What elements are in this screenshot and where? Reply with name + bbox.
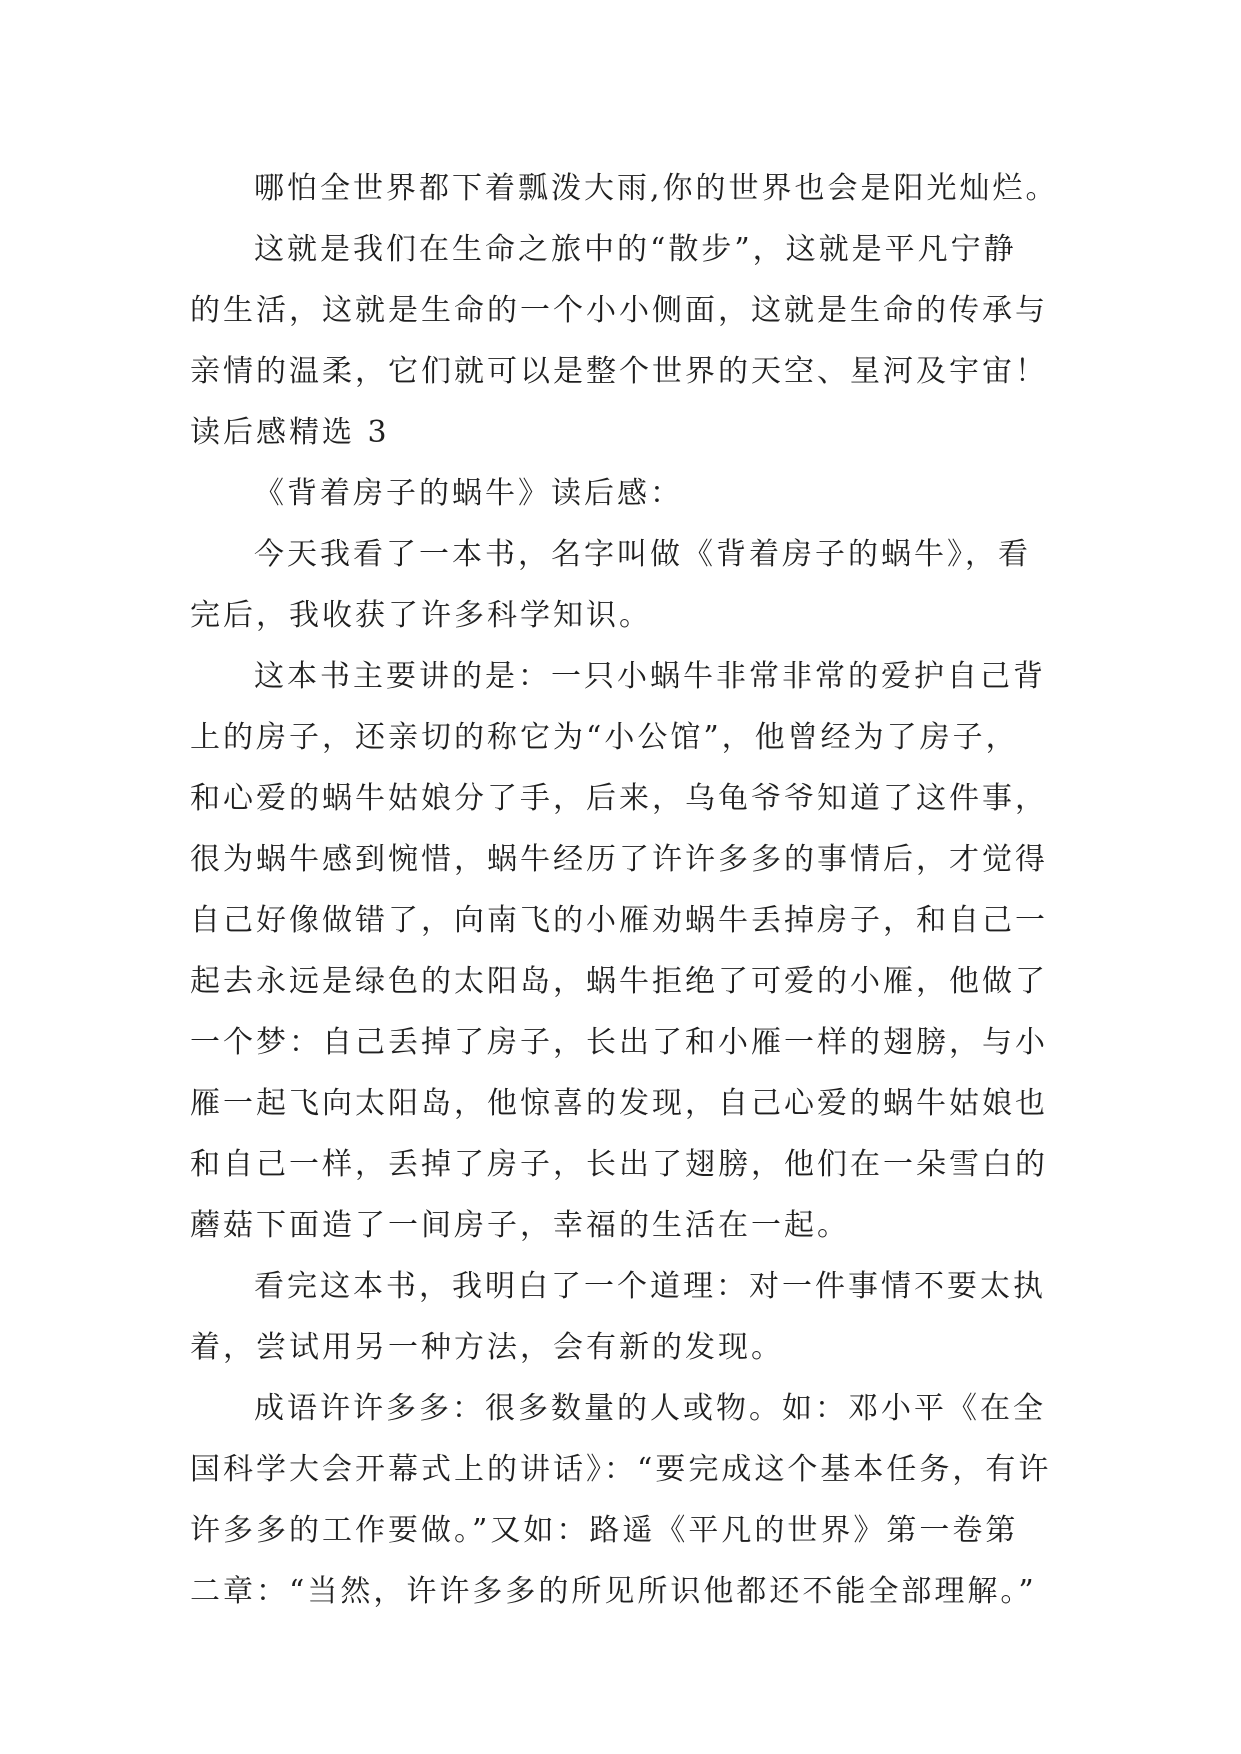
paragraph: [190, 646, 1070, 1256]
text-line: 看完这本书，我明白了一个道理：对一件事情不要太执: [254, 1269, 1046, 1304]
text-line: 亲情的温柔，它们就可以是整个世界的天空、星河及宇宙！: [190, 354, 1048, 389]
text-line: 哪怕全世界都下着瓢泼大雨,你的世界也会是阳光灿烂。: [254, 171, 1059, 206]
text-line: 和心爱的蜗牛姑娘分了手，后来，乌龟爷爷知道了这件事，: [190, 781, 1048, 816]
text-line: 的生活，这就是生命的一个小小侧面，这就是生命的传承与: [190, 293, 1048, 328]
text-line: 成语许许多多：很多数量的人或物。如：邓小平《在全: [254, 1391, 1046, 1426]
text-line: 这就是我们在生命之旅中的“散步”，这就是平凡宁静: [254, 232, 1017, 267]
text-line: 和自己一样，丢掉了房子，长出了翅膀，他们在一朵雪白的: [190, 1147, 1048, 1182]
text-line: 许多多的工作要做。”又如：路遥《平凡的世界》第一卷第: [190, 1513, 1019, 1548]
text-line: 今天我看了一本书，名字叫做《背着房子的蜗牛》，看: [254, 537, 1031, 572]
text-line: 这本书主要讲的是：一只小蜗牛非常非常的爱护自己背: [254, 659, 1046, 694]
text-line: 很为蜗牛感到惋惜，蜗牛经历了许许多多的事情后，才觉得: [190, 842, 1048, 877]
text-line: 蘑菇下面造了一间房子，幸福的生活在一起。: [190, 1208, 850, 1243]
text-line: 《背着房子的蜗牛》读后感：: [254, 476, 683, 511]
paragraph: [190, 219, 1070, 402]
paragraph: [190, 463, 1070, 524]
paragraph: [190, 1378, 1070, 1622]
paragraph: [190, 158, 1070, 219]
text-line: 国科学大会开幕式上的讲话》：“要完成这个基本任务，有许: [190, 1452, 1052, 1487]
section-heading: [190, 402, 1070, 463]
text-line: 自己好像做错了，向南飞的小雁劝蜗牛丢掉房子，和自己一: [190, 903, 1048, 938]
text-line: 着，尝试用另一种方法，会有新的发现。: [190, 1330, 784, 1365]
text-line: 上的房子，还亲切的称它为“小公馆”，他曾经为了房子，: [190, 720, 1019, 755]
document-body: [190, 158, 1070, 1622]
paragraph: [190, 1256, 1070, 1378]
text-line: 完后，我收获了许多科学知识。: [190, 598, 652, 633]
text-line: 一个梦：自己丢掉了房子，长出了和小雁一样的翅膀，与小: [190, 1025, 1048, 1060]
text-line: 读后感精选 3: [190, 415, 390, 450]
text-line: 二章：“当然，许许多多的所见所识他都还不能全部理解。”: [190, 1574, 1037, 1609]
text-line: 雁一起飞向太阳岛，他惊喜的发现，自己心爱的蜗牛姑娘也: [190, 1086, 1048, 1121]
paragraph: [190, 524, 1070, 646]
text-line: 起去永远是绿色的太阳岛，蜗牛拒绝了可爱的小雁，他做了: [190, 964, 1048, 999]
